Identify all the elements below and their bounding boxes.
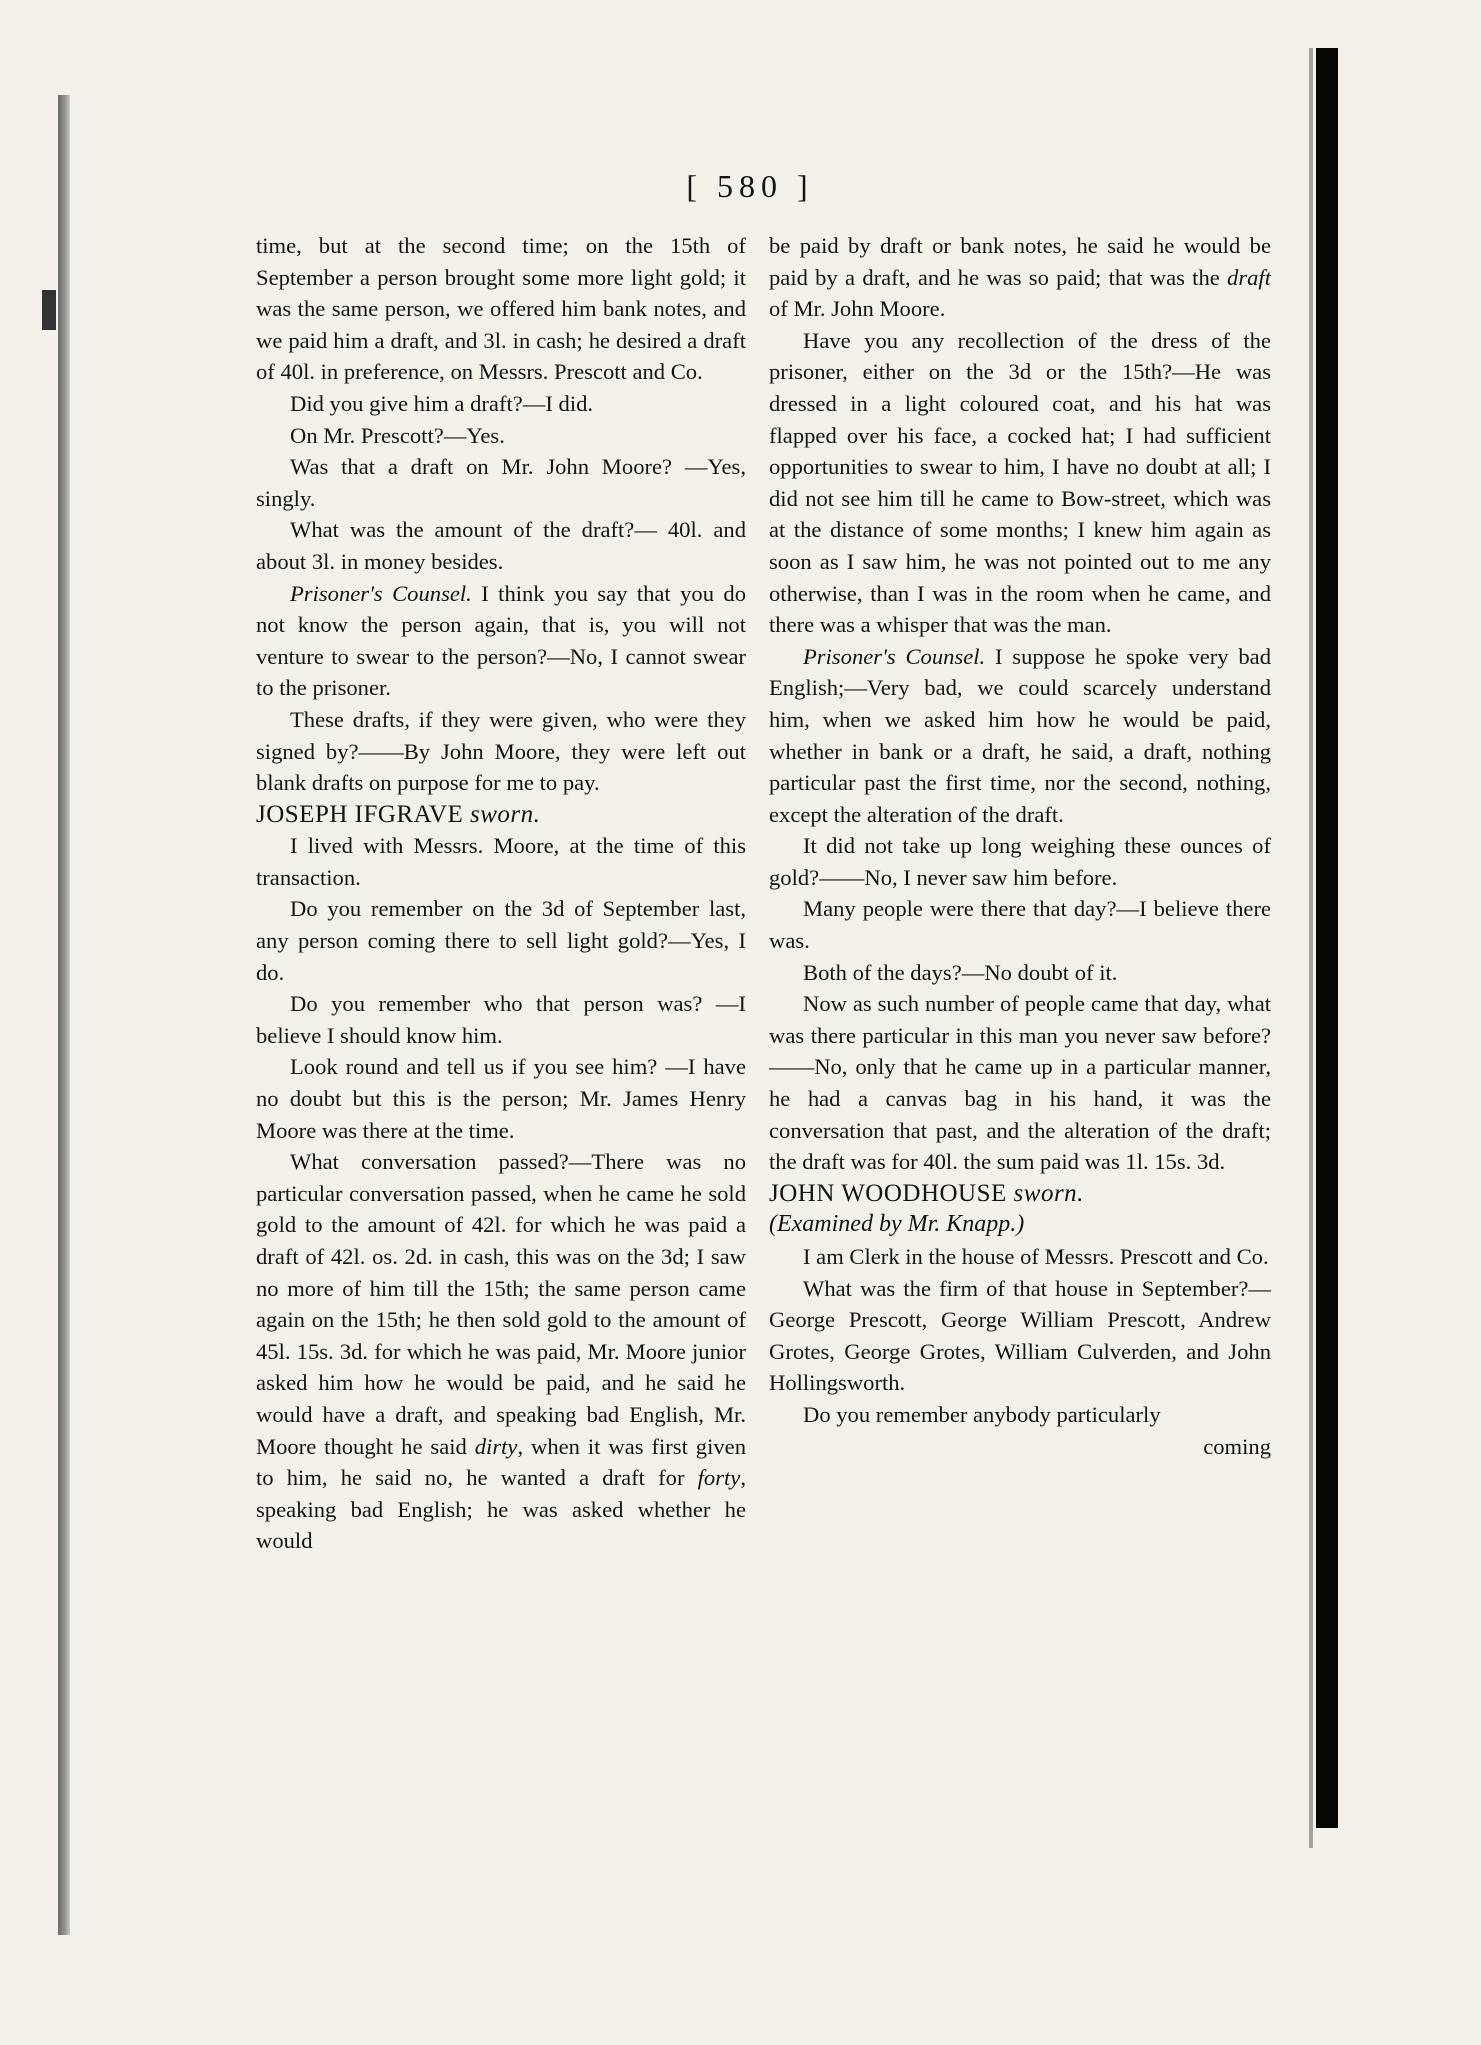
- speaker-label: Prisoner's Counsel.: [290, 580, 472, 606]
- paragraph-text: of Mr. John Moore.: [769, 296, 946, 322]
- speaker-label: Prisoner's Counsel.: [803, 643, 986, 669]
- paragraph: [769, 230, 1271, 325]
- paragraph: Do you remember on the 3d of September last, any person coming there to sell light gold?—Yes, I do.: [256, 896, 746, 985]
- paragraph-text: I suppose he spoke very bad English;—Very bad, we could scarcely understand him, when we asked him how he would be paid, whether in bank or a draft, he said, a draft, nothing particular past the first time, nor the second, nothing, except the alteration of the draft.: [769, 643, 1271, 827]
- paragraph: What was the firm of that house in September?—George Prescott, George William Prescott, Andrew Grotes, George Grotes, William Culverden, and John Hollingsworth.: [769, 1275, 1271, 1396]
- italic-word: forty: [697, 1465, 741, 1491]
- paragraph: [769, 641, 1271, 831]
- paragraph: I lived with Messrs. Moore, at the time of this transaction.: [256, 833, 746, 890]
- paragraph: [256, 1146, 746, 1557]
- paragraph: Do you remember who that person was? —I believe I should know him.: [256, 991, 746, 1048]
- witness-name: JOHN WOODHOUSE: [769, 1179, 1007, 1207]
- paragraph: Both of the days?—No doubt of it.: [803, 959, 1118, 985]
- italic-word: dirty: [474, 1433, 518, 1459]
- paragraph-text: be paid by draft or bank notes, he said he would be paid by a draft, and he was so paid; that was the: [769, 233, 1271, 290]
- paragraph: These drafts, if they were given, who were they signed by?——By John Moore, they were left out blank drafts on purpose for me to pay.: [256, 706, 746, 796]
- paragraph-text: What conversation passed?—There was no particular conversation passed, when he came he sold gold to the amount of 42l. for which he was paid a draft of 42l. os. 2d. in cash, this was on the 3d; I saw no more of him till the 15th; the same person came again on the 15th; he then sold gold to the amount of 45l. 15s. 3d. for which he was paid, Mr. Moore junior asked him how he would be paid, and he said he would have a draft, and speaking bad English, Mr. Moore thought he said: [256, 1149, 746, 1459]
- paragraph: Look round and tell us if you see him? —I have no doubt but this is the person; Mr. James Henry Moore was there at the time.: [256, 1054, 746, 1143]
- paragraph: Did you give him a draft?—I did.: [290, 390, 594, 416]
- right-column: [769, 230, 1271, 1462]
- italic-word: draft: [1227, 264, 1271, 290]
- witness-heading: [256, 799, 746, 831]
- binding-mark: [42, 290, 56, 330]
- paragraph: time, but at the second time; on the 15th of September a person brought some more light gold; it was the same person, we offered him bank notes, and we paid him a draft, and 3l. in cash; he desired a draft of 40l. in preference, on Messrs. Prescott and Co.: [256, 233, 746, 385]
- paragraph: Have you any recollection of the dress of the prisoner, either on the 3d or the 15th?—He was dressed in a light coloured coat, and his hat was flapped over his face, a cocked hat; I had sufficient opportunities to swear to him, I have no doubt at all; I did not see him till he came to Bow-street, which was at the distance of some months; I knew him again as soon as I saw him, he was not pointed out to me any otherwise, than I was in the room when he came, and there was a whisper that was the man.: [769, 327, 1271, 638]
- paragraph: Was that a draft on Mr. John Moore? —Yes, singly.: [256, 454, 746, 511]
- paragraph: [256, 578, 746, 704]
- sworn-label: sworn.: [1013, 1179, 1084, 1207]
- paragraph: Many people were there that day?—I believe there was.: [769, 896, 1271, 954]
- examination-note: (Examined by Mr. Knapp.): [769, 1211, 1025, 1238]
- page-edge: [1316, 48, 1338, 1828]
- page-edge-shadow: [1309, 48, 1313, 1848]
- paragraph: On Mr. Prescott?—Yes.: [290, 422, 505, 448]
- witness-name: JOSEPH IFGRAVE: [256, 800, 464, 828]
- paragraph: Do you remember anybody particularly: [803, 1401, 1161, 1427]
- paragraph-text: I think you say that you do not know the person again, that is, you will not venture to swear to the person?—No, I cannot swear to the prisoner.: [256, 580, 746, 701]
- paragraph: Now as such number of people came that day, what was there particular in this man you never saw before?——No, only that he came up in a particular manner, he had a canvas bag in his hand, it was the conversation that past, and the alteration of the draft; the draft was for 40l. the sum paid was 1l. 15s. 3d.: [769, 991, 1271, 1175]
- binding-shadow: [58, 95, 70, 1935]
- paragraph-text: , when it was first given to him, he said no, he wanted a draft for: [256, 1433, 746, 1491]
- page-number: [ 580 ]: [686, 168, 814, 204]
- catchword: coming: [1203, 1433, 1271, 1459]
- witness-heading: [769, 1178, 1271, 1210]
- paragraph: I am Clerk in the house of Messrs. Prescott and Co.: [803, 1244, 1269, 1269]
- left-column: [256, 230, 746, 1557]
- paragraph: What was the amount of the draft?— 40l. and about 3l. in money besides.: [256, 517, 746, 574]
- paragraph-text: , speaking bad English; he was asked whether he would: [256, 1465, 746, 1554]
- sworn-label: sworn.: [470, 800, 541, 828]
- paragraph: It did not take up long weighing these ounces of gold?——No, I never saw him before.: [769, 833, 1271, 890]
